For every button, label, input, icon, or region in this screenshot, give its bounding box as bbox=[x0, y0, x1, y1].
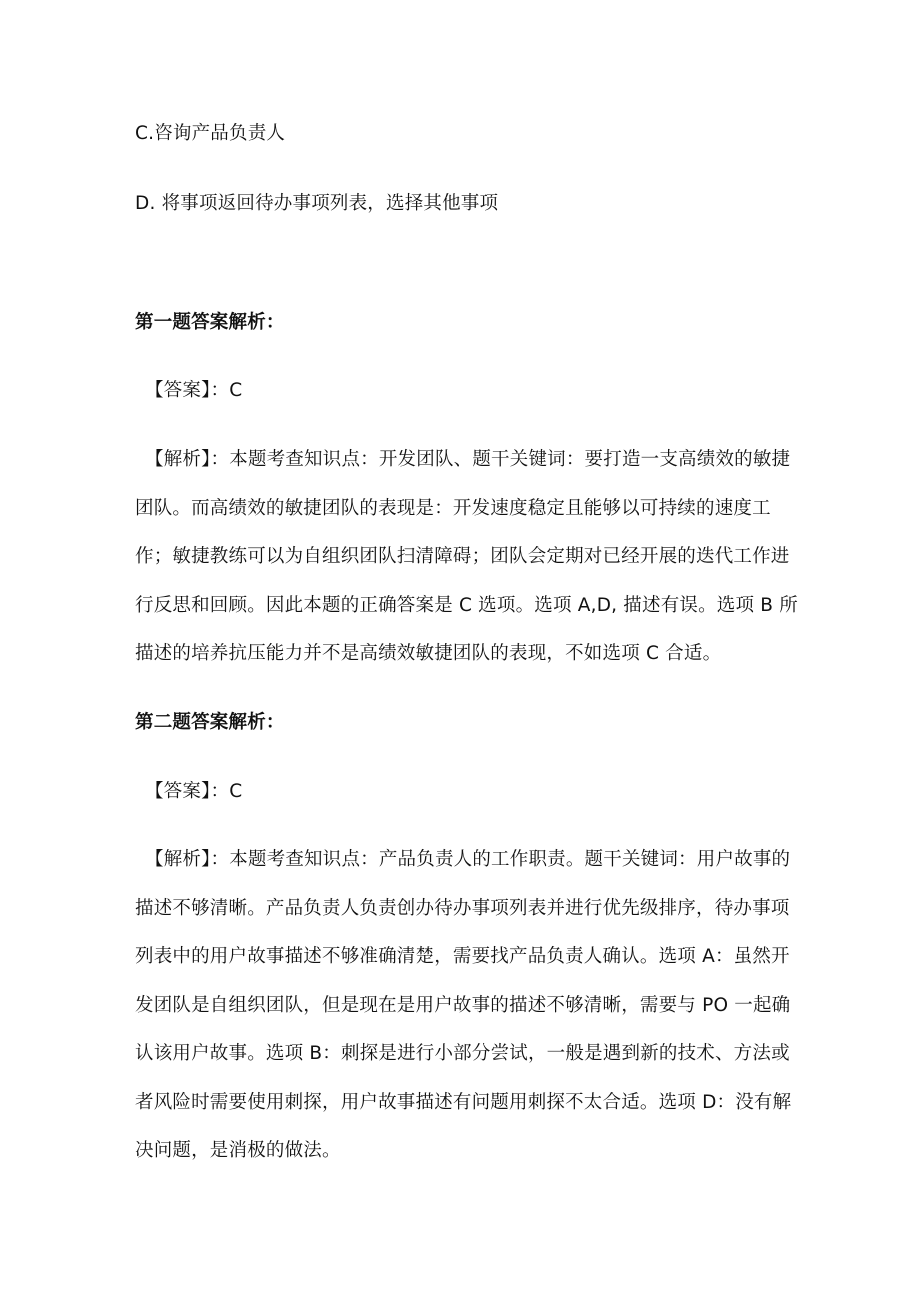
q2-analysis: 【解析】：本题考查知识点：产品负责人的工作职责。题干关键词：用户故事的描述不够清晰。产品负责人负责创办待办事项列表并进行优先级排序，待办事项列表中的用户故事描述不够准确清楚，需要找产品负责人确认。选项 A：虽然开发团队是自组织团队，但是现在是用户故事的描述不够清晰，需要与 PO 一起确认该用户故事。选项 B：刺探是进行小部分尝试，一般是遇到新的技术、方法或者风险时需要使用刺探，用户故事描述有问题用刺探不太合适。选项 D：没有解决问题，是消极的做法。 bbox=[135, 849, 792, 1161]
option-d-text: D. 将事项返回待办事项列表，选择其他事项 bbox=[135, 193, 499, 214]
q2-heading: 第二题答案解析： bbox=[135, 712, 285, 733]
q1-answer: 【答案】：C bbox=[145, 380, 243, 401]
option-c-text: C.咨询产品负责人 bbox=[135, 123, 286, 144]
q2-answer: 【答案】：C bbox=[145, 781, 243, 802]
q1-heading: 第一题答案解析： bbox=[135, 312, 285, 333]
q1-analysis: 【解析】：本题考查知识点：开发团队、题干关键词：要打造一支高绩效的敏捷团队。而高绩效的敏捷团队的表现是：开发速度稳定且能够以可持续的速度工作；敏捷教练可以为自组织团队扫清障碍；团队会定期对已经开展的迭代工作进行反思和回顾。因此本题的正确答案是 C 选项。选项 A,D, 描述有误。选项 B 所描述的培养抗压能力并不是高绩效敏捷团队的表现，不如选项 C 合适。 bbox=[135, 449, 798, 664]
